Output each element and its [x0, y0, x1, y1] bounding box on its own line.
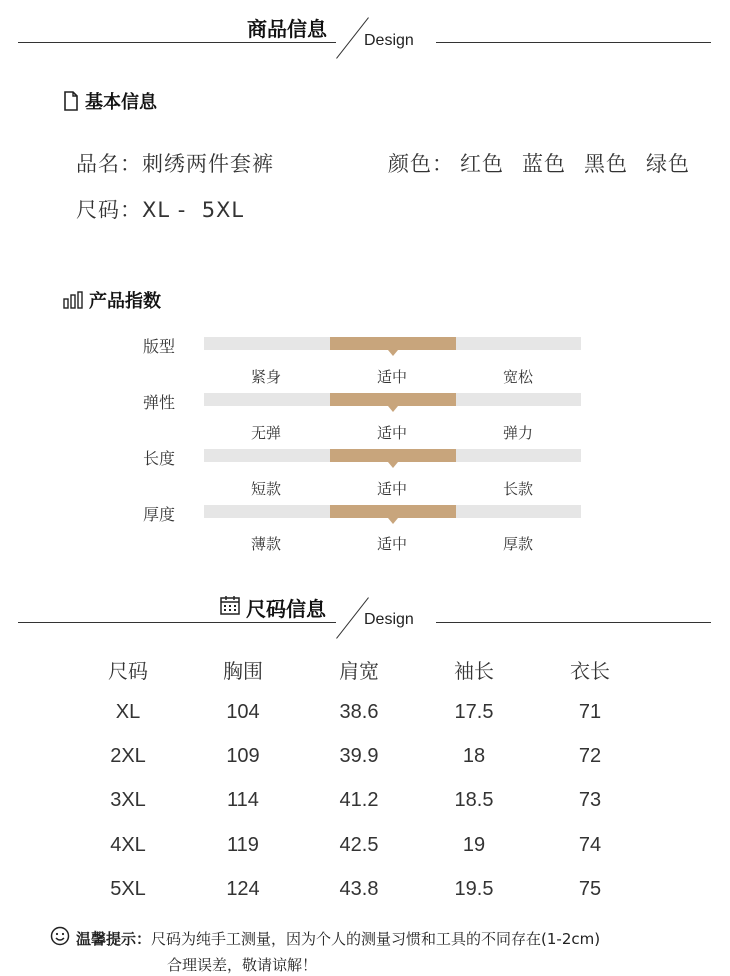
- table-cell: 4XL: [110, 834, 146, 856]
- index-option: 短款: [250, 480, 281, 498]
- header-rule-right: [436, 42, 711, 43]
- index-track: [204, 393, 581, 406]
- index-option: 紧身: [250, 368, 281, 386]
- header-rule-right: [436, 622, 711, 623]
- product-name-label: 品名：: [76, 152, 142, 176]
- calendar-icon: [220, 595, 240, 620]
- index-option-selected: 适中: [376, 480, 407, 498]
- table-cell: 19: [462, 834, 486, 856]
- table-header: 肩宽: [339, 659, 379, 683]
- product-name: [76, 148, 274, 178]
- table-cell: 41.2: [339, 789, 379, 811]
- table-cell: 18: [462, 745, 486, 767]
- table-cell: 71: [578, 701, 602, 723]
- smiley-icon: [50, 926, 70, 950]
- section-title-size: [220, 593, 326, 622]
- section-title-product: 商品信息: [247, 17, 327, 41]
- basic-info-title: 基本信息: [85, 92, 157, 113]
- index-option-selected: 适中: [376, 535, 407, 553]
- product-colors: [388, 148, 690, 178]
- header-rule-left: [18, 42, 336, 43]
- table-header: 衣长: [570, 659, 610, 683]
- table-cell: 74: [578, 834, 602, 856]
- table-cell: 38.6: [339, 701, 379, 723]
- index-option: 弹力: [502, 424, 533, 442]
- tip-text: 尺码为纯手工测量，因为个人的测量习惯和工具的不同存在(1-2cm): [151, 929, 601, 948]
- color-option: 黑色: [584, 152, 628, 176]
- table-cell: 19.5: [454, 878, 494, 900]
- index-label: 厚度: [143, 505, 176, 524]
- table-cell: 18.5: [454, 789, 494, 811]
- color-label: 颜色：: [388, 152, 454, 176]
- index-selected-segment: [330, 449, 456, 462]
- product-index-heading: [63, 287, 161, 313]
- product-size-range: [76, 194, 244, 224]
- table-cell: 39.9: [339, 745, 379, 767]
- table-cell: 109: [226, 745, 260, 767]
- index-option: 厚款: [502, 535, 533, 553]
- table-header: 袖长: [454, 659, 494, 683]
- basic-info-heading: [63, 88, 157, 114]
- size-value: XL - 5XL: [142, 198, 245, 222]
- table-cell: 72: [578, 745, 602, 767]
- table-cell: 2XL: [110, 745, 146, 767]
- table-cell: 73: [578, 789, 602, 811]
- index-option: 薄款: [250, 535, 281, 553]
- table-cell: 17.5: [454, 701, 494, 723]
- index-option: 长款: [502, 480, 533, 498]
- tip-line-2: 合理误差，敬请谅解！: [167, 956, 318, 974]
- table-cell: 119: [227, 834, 259, 856]
- table-header: 尺码: [108, 659, 148, 683]
- document-icon: [63, 91, 79, 111]
- table-cell: 3XL: [110, 789, 146, 811]
- index-option-selected: 适中: [376, 424, 407, 442]
- bar-chart-icon: [63, 291, 83, 309]
- table-cell: 42.5: [339, 834, 379, 856]
- design-label: Design: [364, 32, 414, 49]
- index-label: 长度: [143, 449, 176, 468]
- index-selected-segment: [330, 393, 456, 406]
- index-label: 弹性: [143, 393, 176, 412]
- product-name-value: 刺绣两件套裤: [142, 152, 274, 176]
- table-header: 胸围: [223, 659, 263, 683]
- tip-line-1: [50, 926, 600, 950]
- tip-label: 温馨提示：: [76, 929, 152, 948]
- table-cell: 75: [578, 878, 602, 900]
- size-info-title: 尺码信息: [246, 597, 326, 621]
- design-label: Design: [364, 611, 414, 628]
- index-track: [204, 449, 581, 462]
- index-selected-segment: [330, 337, 456, 350]
- size-label: 尺码：: [76, 198, 142, 222]
- color-option: 蓝色: [522, 152, 566, 176]
- table-cell: 104: [226, 701, 260, 723]
- table-cell: 124: [226, 878, 260, 900]
- index-option-selected: 适中: [376, 368, 407, 386]
- index-track: [204, 337, 581, 350]
- index-label: 版型: [143, 337, 176, 356]
- color-option: 绿色: [646, 152, 690, 176]
- table-cell: XL: [115, 701, 141, 723]
- product-index-title: 产品指数: [89, 291, 161, 312]
- table-cell: 114: [227, 789, 259, 811]
- color-option: 红色: [460, 152, 504, 176]
- table-cell: 43.8: [339, 878, 379, 900]
- index-option: 无弹: [250, 424, 281, 442]
- index-selected-segment: [330, 505, 456, 518]
- index-track: [204, 505, 581, 518]
- header-rule-left: [18, 622, 336, 623]
- table-cell: 5XL: [110, 878, 146, 900]
- index-option: 宽松: [502, 368, 533, 386]
